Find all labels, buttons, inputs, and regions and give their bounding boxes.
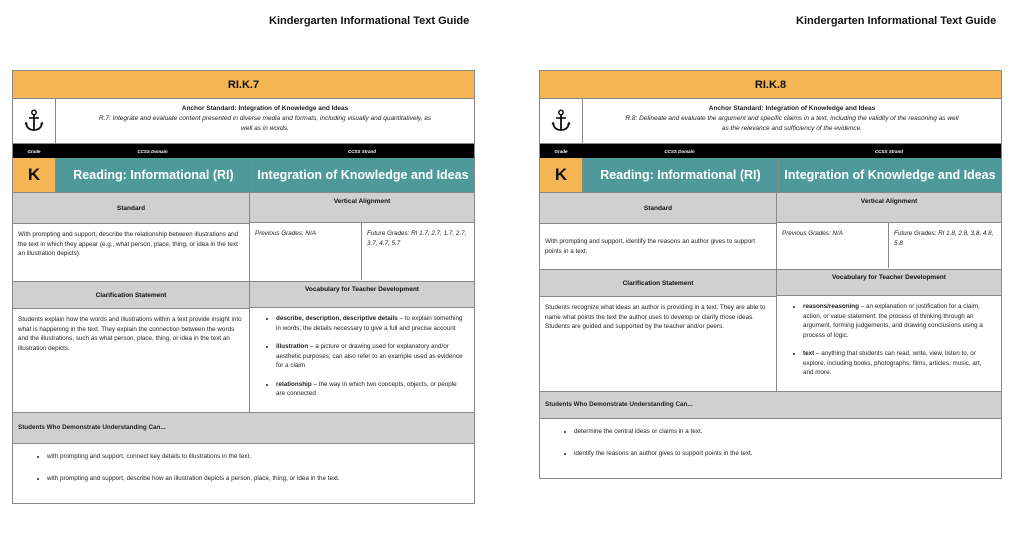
demo-list <box>13 444 474 503</box>
anchor-description: R.7: Integrate and evaluate content presented in diverse media and formats, including visually and quantitatively, as well as in words. <box>98 115 432 132</box>
list-item: • reasons/reasoning – an explanation or justification for a claim, action, or value statement; the process of thinking through an argument, forming judgements, and drawing conclusions using a process of logic. <box>803 302 991 340</box>
grade-row <box>540 158 1001 193</box>
demo-list <box>540 419 1001 478</box>
list-item: • describe, description, descriptive details – to explain something in words; the details necessary to give a full and precise account <box>276 314 464 333</box>
standard-text: With prompting and support, describe the relationship between illustrations and the text in which they appear (e.g., what person, place, thing, or idea in the text an illustration depicts). <box>18 231 239 257</box>
standard-section <box>13 193 474 282</box>
grade-label: Grade <box>554 148 568 154</box>
clarification-heading: Clarification Statement <box>13 282 249 309</box>
clarification-text: Students explain how the words and illustrations within a text provide insight into what is happening in the text. They explain the connection between the words and the illustrations, such as what person, place, thing, or idea in the text an illustration depicts. <box>18 316 242 352</box>
domain-value: Reading: Informational (RI) <box>56 158 252 192</box>
future-grades: Future Grades: RI 1.8, 2.8, 3.8, 4.8, 5.8 <box>894 230 994 247</box>
clarification-section <box>540 270 1001 392</box>
vertical-alignment-heading: Vertical Alignment <box>777 193 1001 223</box>
page-header-right: Kindergarten Informational Text Guide <box>796 15 997 27</box>
anchor-row <box>540 99 1001 144</box>
previous-grades: Previous Grades: N/A <box>250 223 362 280</box>
vocabulary-list <box>777 296 1001 391</box>
anchor-title: Anchor Standard: Integration of Knowledge and Ideas <box>708 105 876 112</box>
standard-card-left <box>12 70 475 504</box>
vertical-alignment-heading: Vertical Alignment <box>250 193 474 223</box>
list-item: • identify the reasons an author gives to support points in the text. <box>574 449 991 459</box>
grade-row <box>13 158 474 193</box>
future-grades: Future Grades: RI 1.7, 2.7, 1.7, 2.7, 3.7, 4.7, 5.7 <box>367 230 467 247</box>
label-row <box>13 144 474 158</box>
standard-code: RI.K.7 <box>13 71 474 99</box>
standard-section <box>540 193 1001 270</box>
standard-code: RI.K.8 <box>540 71 1001 99</box>
clarification-heading: Clarification Statement <box>540 270 776 297</box>
vocabulary-heading: Vocabulary for Teacher Development <box>250 282 474 308</box>
list-item: • illustration – a picture or drawing used for explanatory and/or aesthetic purposes; can also refer to an example used as evidence for a claim <box>276 342 464 371</box>
anchor-description: R.8: Delineate and evaluate the argument and specific claims in a text, including the validity of the reasoning as well as the relevance and sufficiency of the evidence. <box>625 115 959 132</box>
list-item: • with prompting and support, describe how an illustration depicts a person, place, thing, or idea in the text. <box>47 474 464 484</box>
strand-value: Integration of Knowledge and Ideas <box>779 158 1001 192</box>
standard-heading: Standard <box>540 193 776 224</box>
vocabulary-list <box>250 308 474 412</box>
grade-value: K <box>13 158 56 192</box>
previous-grades: Previous Grades: N/A <box>777 223 889 268</box>
list-item: • relationship – the way in which two concepts, objects, or people are connected <box>276 380 464 399</box>
anchor-row <box>13 99 474 144</box>
standard-heading: Standard <box>13 193 249 224</box>
label-row <box>540 144 1001 158</box>
strand-label: CCSS Strand <box>347 148 376 154</box>
grade-label: Grade <box>27 148 41 154</box>
list-item: • determine the central ideas or claims in a text. <box>574 427 991 437</box>
anchor-title: Anchor Standard: Integration of Knowledge and Ideas <box>181 105 349 112</box>
clarification-section <box>13 282 474 413</box>
standard-text: With prompting and support, identify the reasons an author gives to support points in a text. <box>545 238 756 255</box>
list-item: • with prompting and support, connect key details to illustrations in the text. <box>47 452 464 462</box>
demo-heading: Students Who Demonstrate Understanding Can... <box>13 413 474 444</box>
page-header-left: Kindergarten Informational Text Guide <box>269 15 470 27</box>
standard-card-right <box>539 70 1002 479</box>
demo-heading: Students Who Demonstrate Understanding Can... <box>540 392 1001 419</box>
list-item: • text – anything that students can read, write, view, listen to, or explore, including books, photographs, films, articles, music, art, and more. <box>803 349 991 378</box>
strand-label: CCSS Strand <box>874 148 903 154</box>
grade-value: K <box>540 158 583 192</box>
domain-value: Reading: Informational (RI) <box>583 158 779 192</box>
domain-label: CCSS Domain <box>664 148 695 154</box>
anchor-icon <box>540 99 583 143</box>
domain-label: CCSS Domain <box>137 148 168 154</box>
clarification-text: Students recognize what ideas an author is providing in a text. They are able to name what points the text the author uses to develop or clarify those ideas. Students are guided and supported by the teacher and/or peers. <box>545 304 766 330</box>
anchor-icon <box>13 99 56 143</box>
strand-value: Integration of Knowledge and Ideas <box>252 158 474 192</box>
vocabulary-heading: Vocabulary for Teacher Development <box>777 270 1001 296</box>
